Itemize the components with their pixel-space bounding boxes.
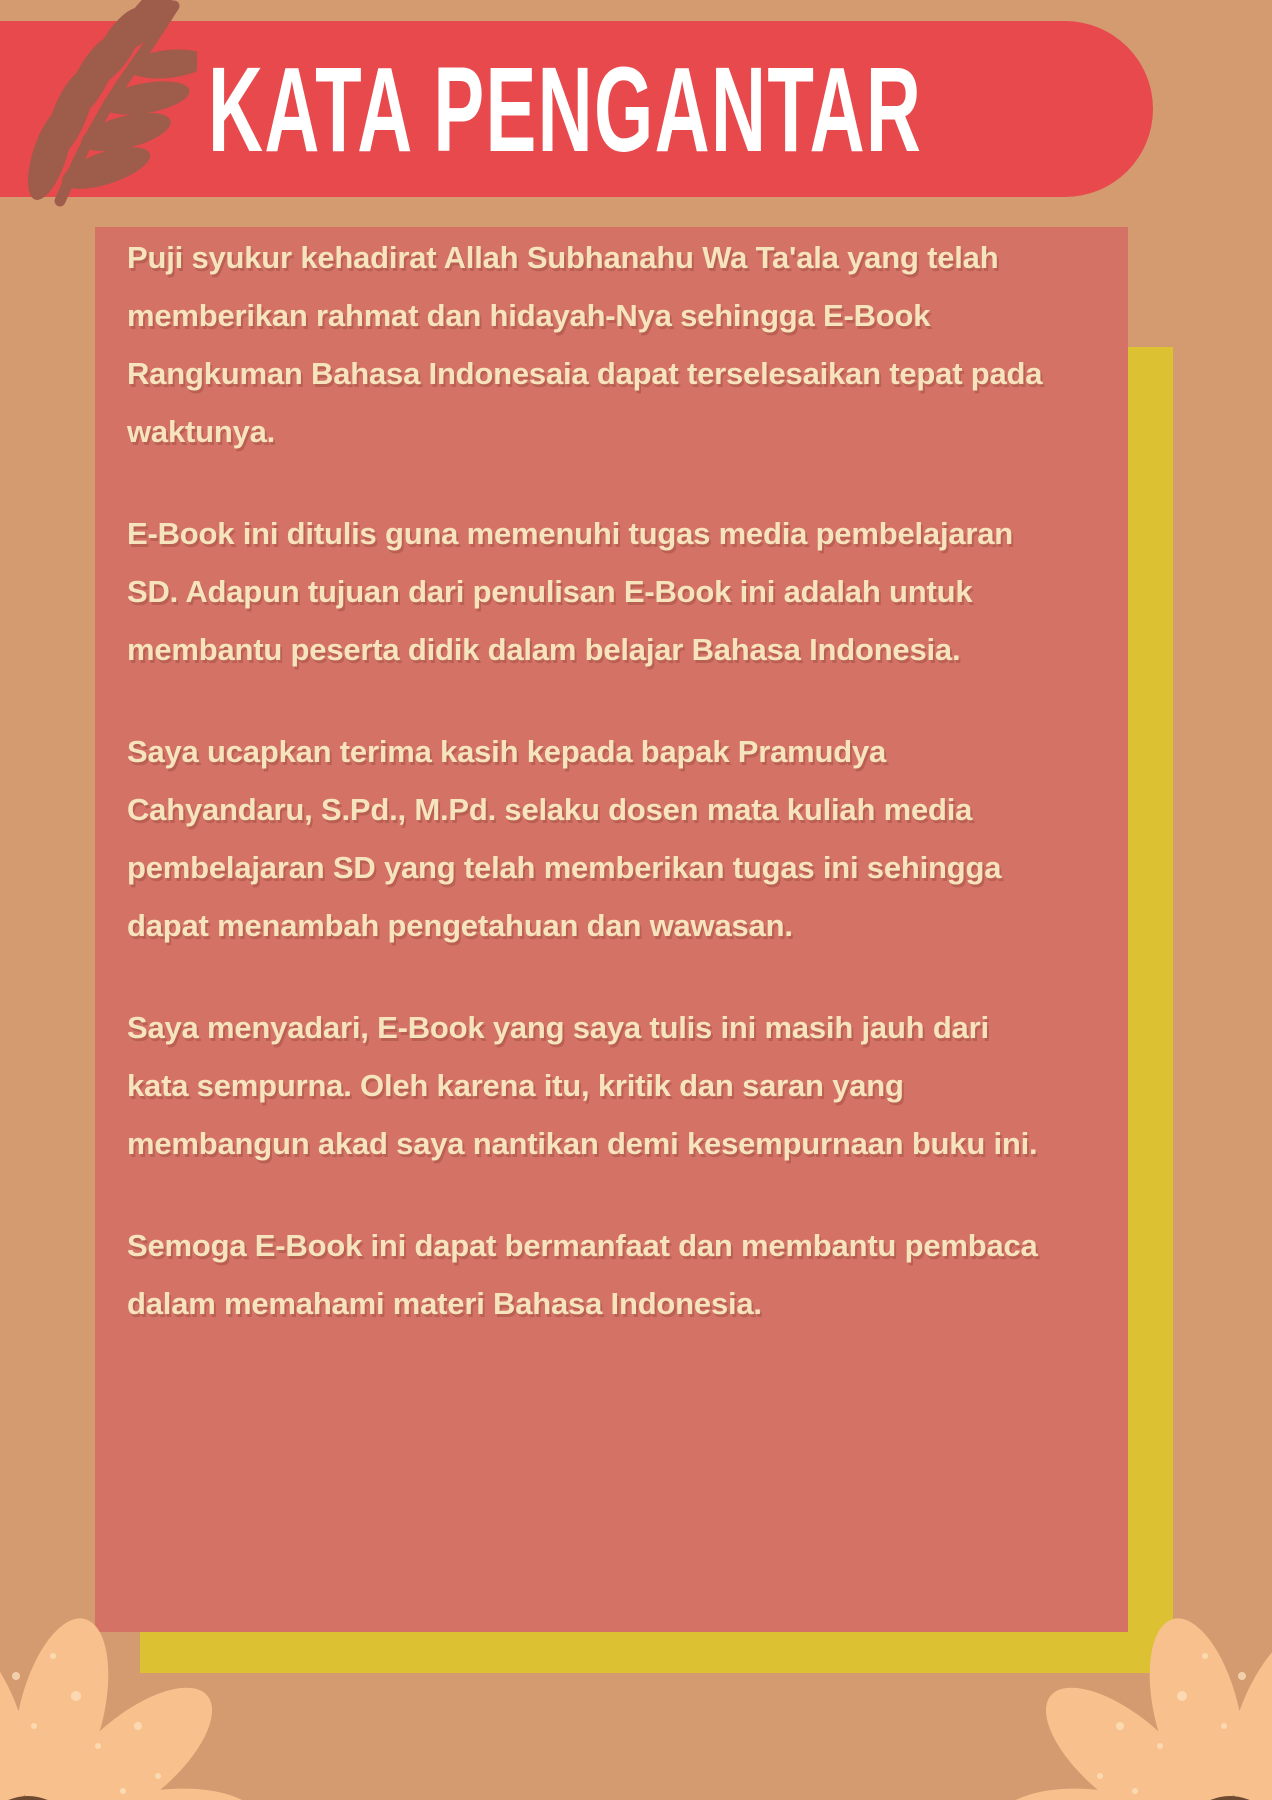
leaf-branch-icon: [22, 0, 197, 221]
paragraph: [127, 1217, 1108, 1333]
paragraph-line: Puji syukur kehadirat Allah Subhanahu Wa Ta'ala yang telah: [127, 240, 999, 275]
paragraph-line: Saya menyadari, E-Book yang saya tulis ini masih jauh dari: [127, 1010, 989, 1045]
paragraph-line: waktunya.: [127, 414, 276, 449]
paragraph: [127, 999, 1108, 1173]
paragraph: [127, 505, 1108, 679]
paragraph-line: dapat menambah pengetahuan dan wawasan.: [127, 908, 793, 943]
flower-bottom-right-icon: [952, 1588, 1272, 1800]
preface-paragraphs: [127, 229, 1108, 1333]
paragraph-line: Saya ucapkan terima kasih kepada bapak Pramudya: [127, 734, 887, 769]
preface-card: [95, 227, 1128, 1632]
paragraph-line: membantu peserta didik dalam belajar Bahasa Indonesia.: [127, 632, 961, 667]
paragraph-line: membangun akad saya nantikan demi kesempurnaan buku ini.: [127, 1126, 1038, 1161]
paragraph-line: dalam memahami materi Bahasa Indonesia.: [127, 1286, 762, 1321]
flower-bottom-left-icon: [0, 1588, 306, 1800]
paragraph: [127, 229, 1108, 461]
page-title: KATA PENGANTAR: [208, 41, 923, 177]
paragraph-line: Semoga E-Book ini dapat bermanfaat dan membantu pembaca: [127, 1228, 1038, 1263]
paragraph-line: memberikan rahmat dan hidayah-Nya sehingga E-Book: [127, 298, 931, 333]
paragraph-line: SD. Adapun tujuan dari penulisan E-Book ini adalah untuk: [127, 574, 973, 609]
paragraph-line: E-Book ini ditulis guna memenuhi tugas media pembelajaran: [127, 516, 1014, 551]
paragraph-line: kata sempurna. Oleh karena itu, kritik dan saran yang: [127, 1068, 904, 1103]
paragraph-line: Rangkuman Bahasa Indonesaia dapat terselesaikan tepat pada: [127, 356, 1043, 391]
paragraph-line: pembelajaran SD yang telah memberikan tugas ini sehingga: [127, 850, 1002, 885]
paragraph-line: Cahyandaru, S.Pd., M.Pd. selaku dosen mata kuliah media: [127, 792, 973, 827]
paragraph: [127, 723, 1108, 955]
